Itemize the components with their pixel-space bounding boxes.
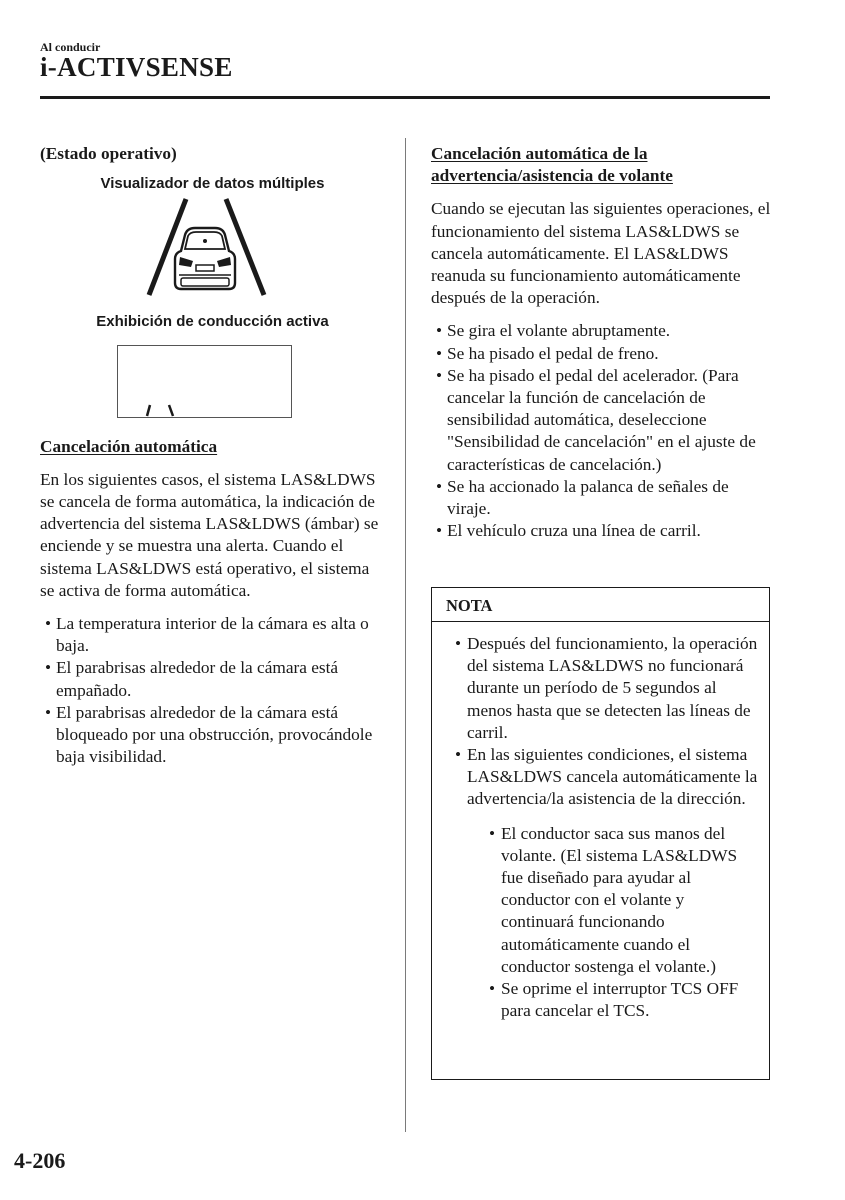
page-title: i-ACTIVSENSE: [40, 52, 233, 82]
page-number: 4-206: [14, 1148, 66, 1173]
cancel-paragraph: En los siguientes casos, el sistema LAS&LDWS se cancela de forma automática, la indicación de advertencia del sistema LAS&LDWS (ámbar) se enciende y se muestra una alerta. Cuando el sistema LAS&LDWS está operativo, el sistema se activa de forma automática.: [40, 469, 379, 600]
list-item: [450, 744, 759, 1022]
list-item: • Se oprime el interruptor TCS OFF para cancelar el TCS.: [484, 978, 759, 1022]
list-item: • Se ha pisado el pedal de freno.: [431, 343, 776, 365]
active-display-frame: [117, 345, 292, 418]
list-item: • Después del funcionamiento, la operación del sistema LAS&LDWS no funcionará durante un período de 5 segundos al menos hasta que se detecten las líneas de carril.: [450, 633, 759, 744]
list-item: • Se ha accionado la palanca de señales de viraje.: [431, 476, 776, 520]
header-rule: [40, 96, 770, 99]
right-bullet-list: [431, 320, 776, 542]
list-item: • La temperatura interior de la cámara es alta o baja.: [40, 613, 385, 657]
right-column: [431, 143, 776, 542]
nota-bullet-2-text: En las siguientes condiciones, el sistema LAS&LDWS cancela automáticamente la advertencia/la asistencia de la dirección.: [467, 745, 758, 809]
list-item: • El vehículo cruza una línea de carril.: [431, 520, 776, 542]
list-item: • El parabrisas alrededor de la cámara está bloqueado por una obstrucción, provocándole baja visibilidad.: [40, 702, 385, 769]
lane-lines-icon: [117, 345, 292, 418]
cancel-heading: Cancelación automática: [40, 436, 218, 456]
right-heading: Cancelación automática de la advertencia/asistencia de volante: [431, 144, 673, 186]
nota-title: NOTA: [432, 588, 769, 622]
list-item: • El conductor saca sus manos del volante. (El sistema LAS&LDWS fue diseñado para ayudar al conductor con el volante y continuará funcionando automáticamente cuando el conductor sostenga el volante.): [484, 823, 759, 978]
right-paragraph: Cuando se ejecutan las siguientes operaciones, el funcionamiento del sistema LAS&LDWS se cancela automáticamente. El LAS&LDWS reanuda su funcionamiento automáticamente después de la operación.: [431, 199, 771, 308]
nota-body: [432, 622, 769, 1022]
column-divider: [405, 138, 406, 1132]
left-bullet-list: [40, 613, 385, 768]
ad-caption: Exhibición de conducción activa: [96, 313, 329, 331]
section-label: Al conducir: [40, 40, 101, 54]
mid-caption: Visualizador de datos múltiples: [100, 175, 325, 193]
nota-box: [431, 587, 770, 1080]
nota-sub-list: [467, 823, 759, 1023]
list-item: • Se gira el volante abruptamente.: [431, 320, 776, 342]
active-display-figure: [40, 345, 385, 419]
nota-bullet-list: [450, 633, 759, 1022]
list-item: • Se ha pisado el pedal del acelerador. (Para cancelar la función de cancelación de sensibilidad automática, deseleccione "Sensibilidad de cancelación" en el ajuste de características de cancelación.): [431, 365, 776, 476]
list-item: • El parabrisas alrededor de la cámara está empañado.: [40, 657, 385, 701]
car-rear-icon: [171, 225, 239, 295]
estado-heading: (Estado operativo): [40, 144, 177, 163]
left-column: [40, 143, 385, 768]
mid-display-figure: [40, 197, 385, 299]
